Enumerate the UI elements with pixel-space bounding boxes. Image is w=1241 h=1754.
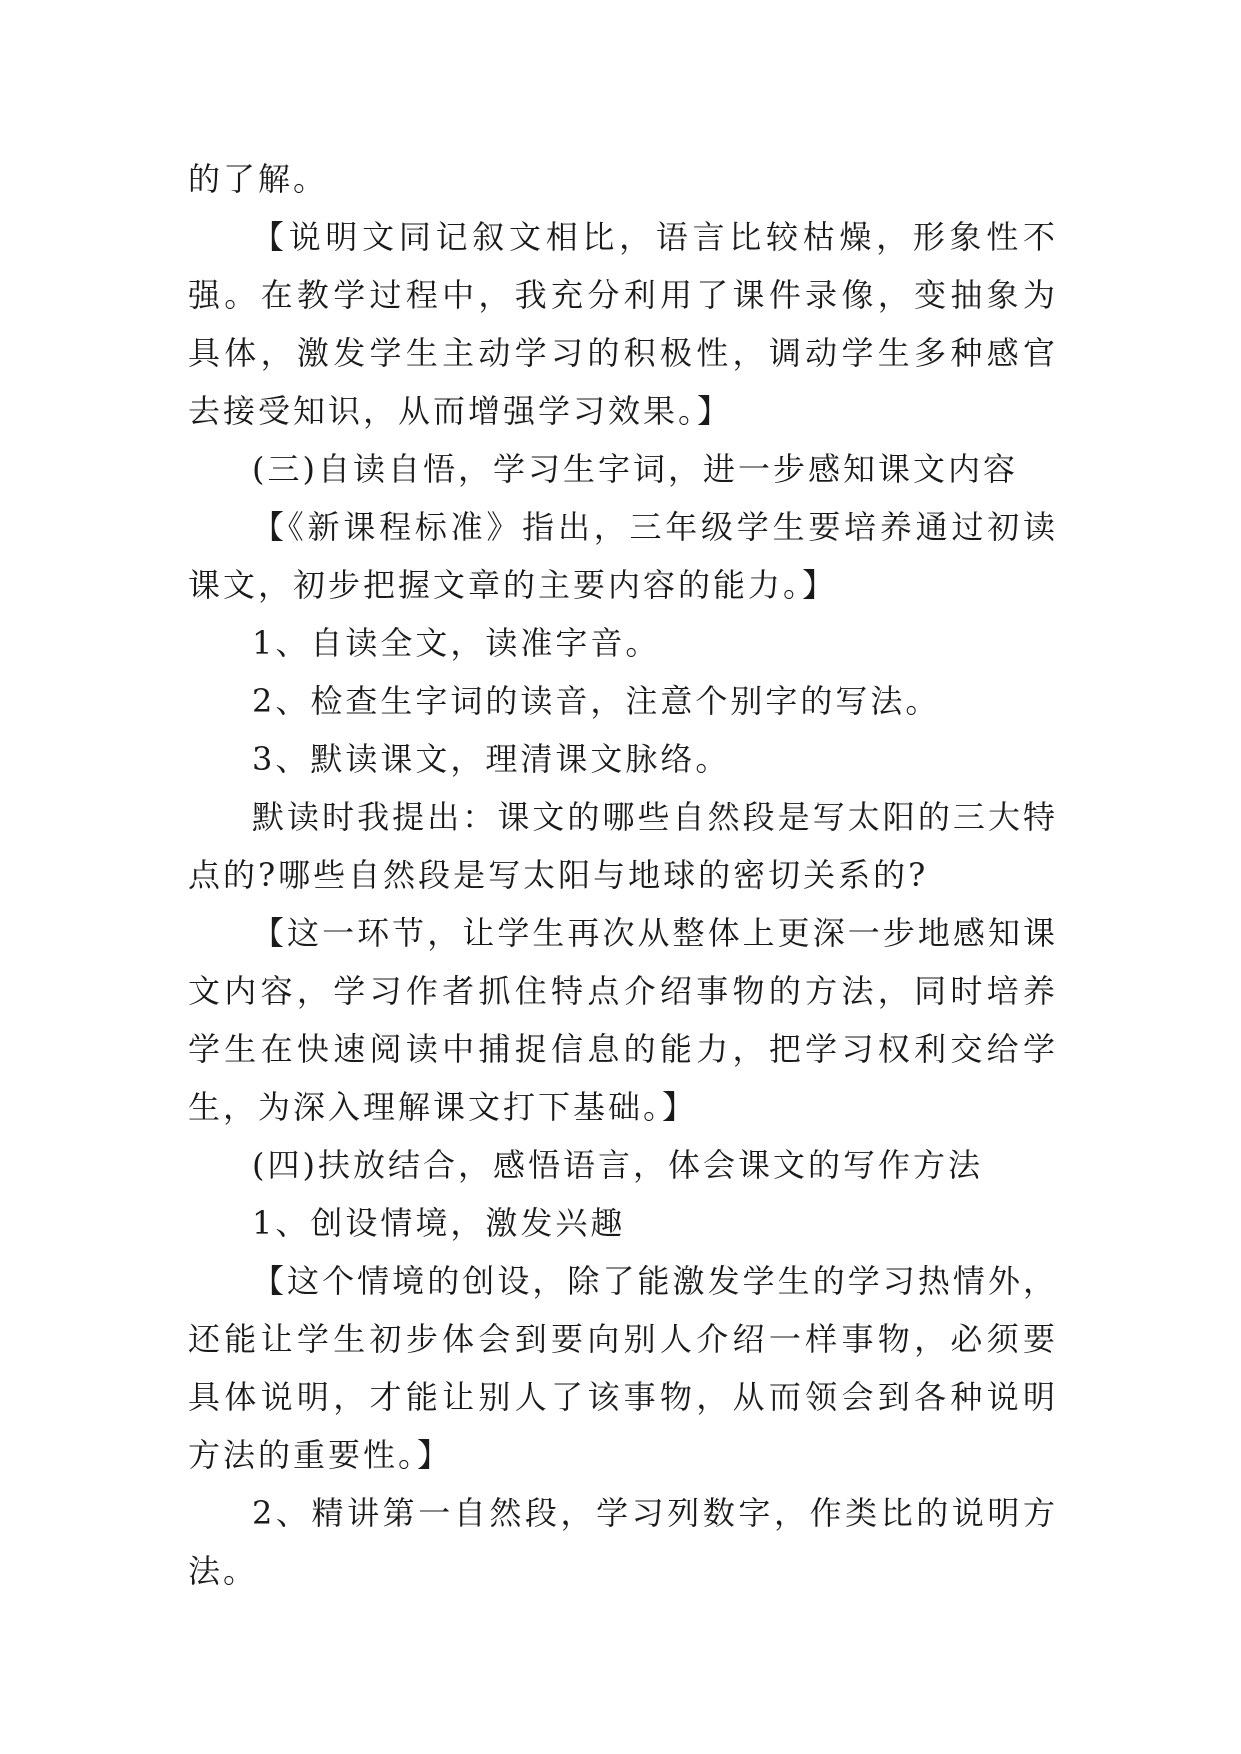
paragraph-annotation-language: 【说明文同记叙文相比，语言比较枯燥，形象性不强。在教学过程中，我充分利用了课件录像，变抽象为具体，激发学生主动学习的积极性，调动学生多种感官去接受知识，从而增强学习效果。】	[188, 218, 1058, 430]
list-item-scenario: 1、创设情境，激发兴趣	[252, 1204, 626, 1242]
list-item-1: 1、自读全文，读准字音。	[252, 624, 661, 662]
paragraph-continuation: 的了解。	[188, 160, 329, 198]
section-heading-four: (四)扶放结合，感悟语言，体会课文的写作方法	[252, 1146, 983, 1184]
paragraph-question: 默读时我提出：课文的哪些自然段是写太阳的三大特点的?哪些自然段是写太阳与地球的密切关系的?	[188, 798, 1058, 894]
list-item-2: 2、检查生字词的读音，注意个别字的写法。	[252, 682, 941, 720]
section-heading-three: (三)自读自悟，学习生字词，进一步感知课文内容	[252, 450, 1018, 488]
paragraph-annotation-step: 【这一环节，让学生再次从整体上更深一步地感知课文内容，学习作者抓住特点介绍事物的方法，同时培养学生在快速阅读中捕捉信息的能力，把学习权利交给学生，为深入理解课文打下基础。】	[188, 914, 1058, 1126]
document-body	[188, 150, 1058, 1600]
list-item-3: 3、默读课文，理清课文脉络。	[252, 740, 731, 778]
paragraph-annotation-scenario: 【这个情境的创设，除了能激发学生的学习热情外，还能让学生初步体会到要向别人介绍一样事物，必须要具体说明，才能让别人了该事物，从而领会到各种说明方法的重要性。】	[188, 1262, 1058, 1474]
paragraph-annotation-standard: 【《新课程标准》指出，三年级学生要培养通过初读课文，初步把握文章的主要内容的能力。】	[188, 508, 1058, 604]
list-item-first-paragraph: 2、精讲第一自然段，学习列数字，作类比的说明方法。	[188, 1494, 1058, 1590]
